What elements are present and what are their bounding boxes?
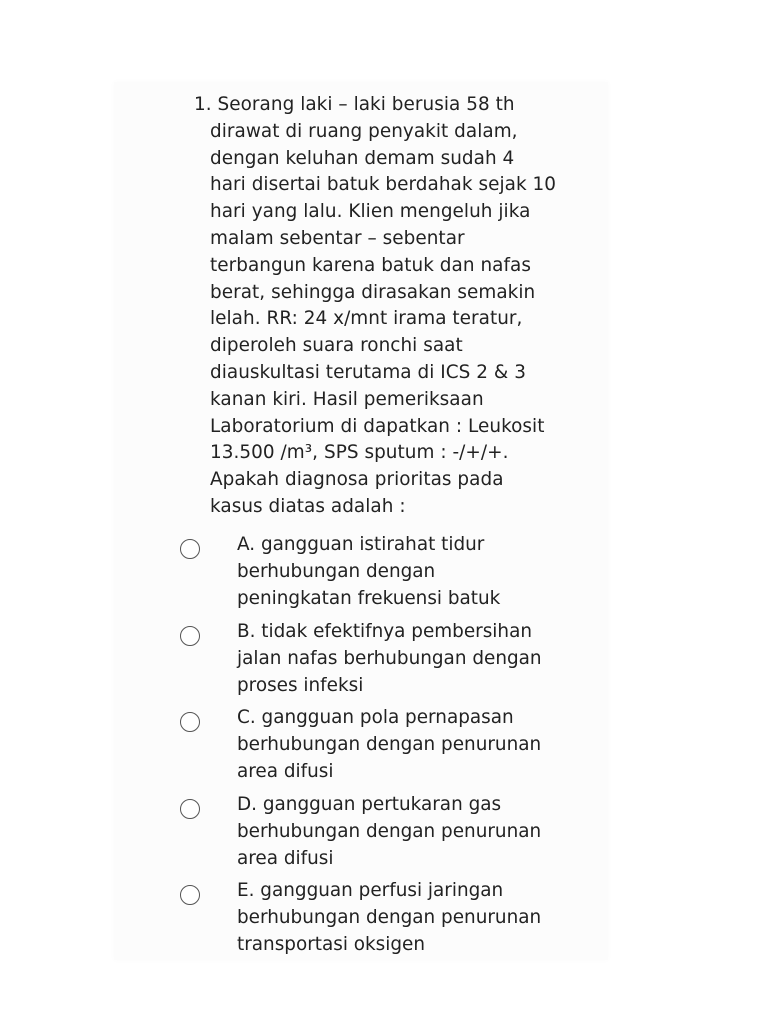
question-line: 13.500 /m³, SPS sputum : -/+/+. xyxy=(210,442,509,464)
option-line: B. tidak efektifnya pembersihan xyxy=(237,621,532,642)
radio-button-a[interactable] xyxy=(180,539,200,559)
question-line: dengan keluhan demam sudah 4 xyxy=(210,147,515,169)
question-line: berat, sehingga dirasakan semakin xyxy=(210,281,536,303)
radio-button-b[interactable] xyxy=(180,626,200,646)
option-line: transportasi oksigen xyxy=(237,933,426,955)
option-line: D. gangguan pertukaran gas xyxy=(237,794,502,815)
answer-option-a-label[interactable] xyxy=(237,532,597,612)
option-line: berhubungan dengan penurunan xyxy=(237,733,542,755)
option-line: area difusi xyxy=(237,847,334,869)
question-line: diauskultasi terutama di ICS 2 & 3 xyxy=(210,361,526,383)
question-line: hari disertai batuk berdahak sejak 10 xyxy=(210,174,557,196)
option-line: peningkatan frekuensi batuk xyxy=(237,587,501,609)
radio-button-d[interactable] xyxy=(180,799,200,819)
answer-option-c-label[interactable] xyxy=(237,705,597,785)
option-line: C. gangguan pola pernapasan xyxy=(237,707,514,728)
question-line: hari yang lalu. Klien mengeluh jika xyxy=(210,201,531,223)
option-line: jalan nafas berhubungan dengan xyxy=(237,647,542,669)
option-line: berhubungan dengan penurunan xyxy=(237,906,542,928)
option-line: berhubungan dengan xyxy=(237,560,436,582)
option-line: area difusi xyxy=(237,760,334,782)
option-line: proses infeksi xyxy=(237,674,364,696)
option-line: A. gangguan istirahat tidur xyxy=(237,534,485,555)
question-line: kanan kiri. Hasil pemeriksaan xyxy=(210,388,484,410)
question-line: malam sebentar – sebentar xyxy=(210,227,465,249)
question-line: diperoleh suara ronchi saat xyxy=(210,335,463,357)
answer-option-b-label[interactable] xyxy=(237,619,597,699)
radio-button-e[interactable] xyxy=(180,885,200,905)
question-line: kasus diatas adalah : xyxy=(210,495,406,517)
answer-option-d-label[interactable] xyxy=(237,792,597,872)
question-line: Apakah diagnosa prioritas pada xyxy=(210,469,504,491)
question-line: Laboratorium di dapatkan : Leukosit xyxy=(210,415,545,437)
question-text xyxy=(194,92,574,521)
radio-button-c[interactable] xyxy=(180,712,200,732)
question-line: terbangun karena batuk dan nafas xyxy=(210,254,531,276)
option-line: E. gangguan perfusi jaringan xyxy=(237,880,504,901)
answer-option-e-label[interactable] xyxy=(237,878,597,958)
question-line: lelah. RR: 24 x/mnt irama teratur, xyxy=(210,308,523,330)
option-line: berhubungan dengan penurunan xyxy=(237,820,542,842)
question-line: 1. Seorang laki – laki berusia 58 th xyxy=(194,94,515,115)
question-line: dirawat di ruang penyakit dalam, xyxy=(210,120,518,142)
